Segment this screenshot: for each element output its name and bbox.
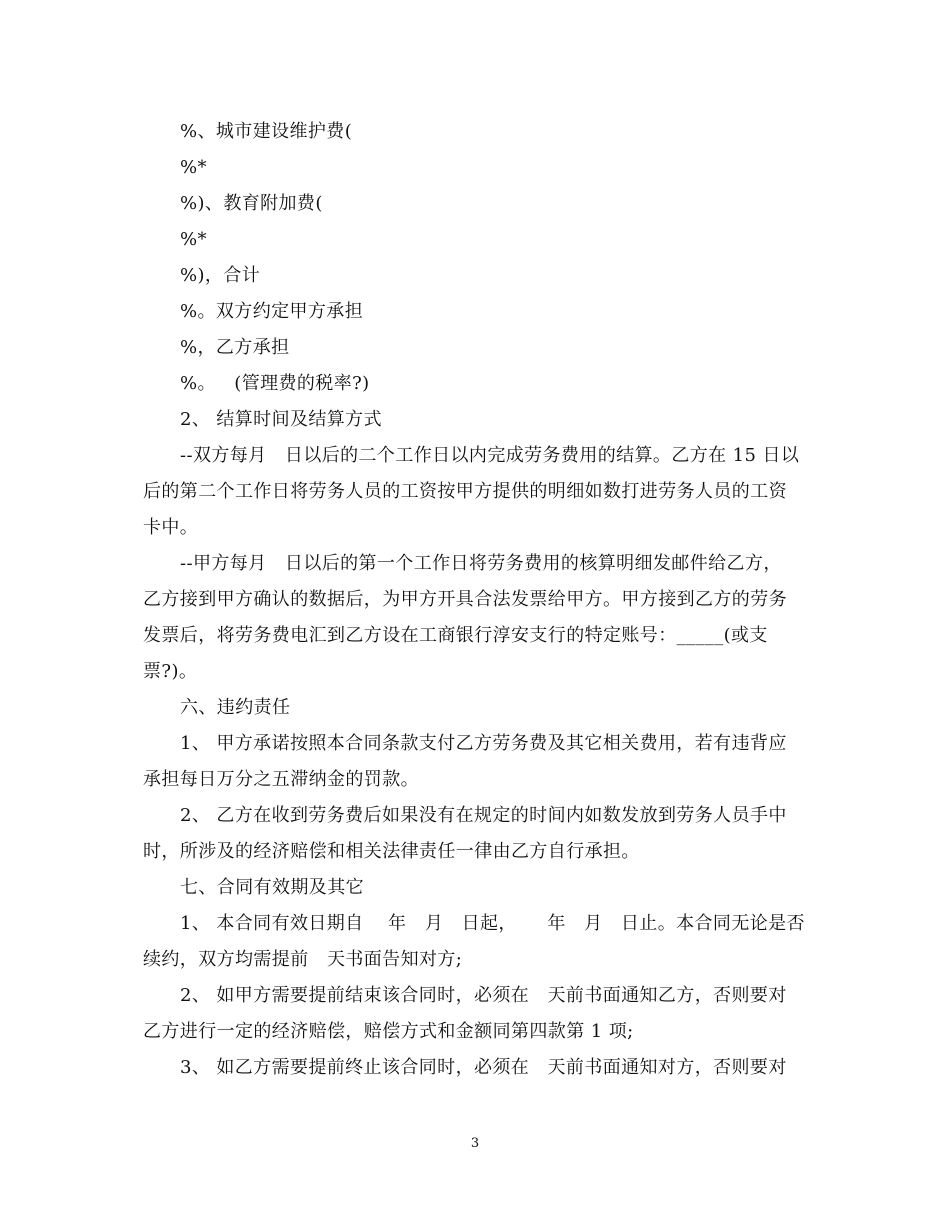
paragraph-line: 乙方接到甲方确认的数据后，为甲方开具合法发票给甲方。甲方接到乙方的劳务 [143, 589, 787, 610]
paragraph-line: --甲方每月 日以后的第一个工作日将劳务费用的核算明细发邮件给乙方， [180, 553, 782, 574]
paragraph-line: 2、 如甲方需要提前结束该合同时，必须在 天前书面通知乙方，否则要对 [180, 985, 787, 1006]
paragraph-line: 乙方进行一定的经济赔偿，赔偿方式和金额同第四款第 1 项; [143, 1021, 634, 1042]
paragraph-line: 票?)。 [143, 661, 198, 682]
text-line: %。双方约定甲方承担 [180, 301, 364, 322]
text-line: %)，合计 [180, 265, 261, 286]
text-line: %。 (管理费的税率?) [180, 373, 370, 394]
text-line: %、城市建设维护费( [180, 121, 353, 142]
section-heading: 2、 结算时间及结算方式 [180, 409, 382, 430]
document-body [143, 114, 811, 1086]
paragraph-term-2 [143, 978, 811, 1050]
paragraph-line: 1、 甲方承诺按照本合同条款支付乙方劳务费及其它相关费用，若有违背应 [180, 733, 787, 754]
page-number: 3 [470, 1136, 480, 1151]
paragraph-line: 时，所涉及的经济赔偿和相关法律责任一律由乙方自行承担。 [143, 841, 640, 862]
paragraph-line: --双方每月 日以后的二个工作日以内完成劳务费用的结算。乙方在 15 日以 [180, 445, 800, 466]
text-line: %* [180, 157, 207, 178]
paragraph-line: 承担每日万分之五滞纳金的罚款。 [143, 769, 419, 790]
paragraph-line: 六、违约责任 [180, 697, 291, 718]
paragraph-settlement-monthly [143, 438, 811, 546]
paragraph-line: 1、 本合同有效日期自 年 月 日起， 年 月 日止。本合同无论是否 [180, 913, 805, 934]
text-line: %，乙方承担 [180, 337, 290, 358]
paragraph-term-1 [143, 906, 811, 978]
paragraph-line: 续约，双方均需提前 天书面告知对方; [143, 949, 463, 970]
paragraph-line: 2、 乙方在收到劳务费后如果没有在规定的时间内如数发放到劳务人员手中 [180, 805, 787, 826]
paragraph-line: 卡中。 [143, 517, 199, 538]
paragraph-invoice [143, 546, 811, 690]
section-heading-breach [143, 690, 811, 726]
paragraph-breach-1 [143, 726, 811, 798]
section-heading-term [143, 870, 811, 906]
paragraph-line: 发票后，将劳务费电汇到乙方设在工商银行淳安支行的特定账号：_____(或支 [143, 625, 768, 646]
text-line: %)、教育附加费( [180, 193, 323, 214]
paragraph-breach-2 [143, 798, 811, 870]
paragraph-line: 七、合同有效期及其它 [180, 877, 364, 898]
paragraph-term-3 [143, 1050, 811, 1086]
paragraph-line: 3、 如乙方需要提前终止该合同时，必须在 天前书面通知对方，否则要对 [180, 1057, 787, 1078]
paragraph-line: 后的第二个工作日将劳务人员的工资按甲方提供的明细如数打进劳务人员的工资 [143, 481, 787, 502]
text-line: %* [180, 229, 207, 250]
